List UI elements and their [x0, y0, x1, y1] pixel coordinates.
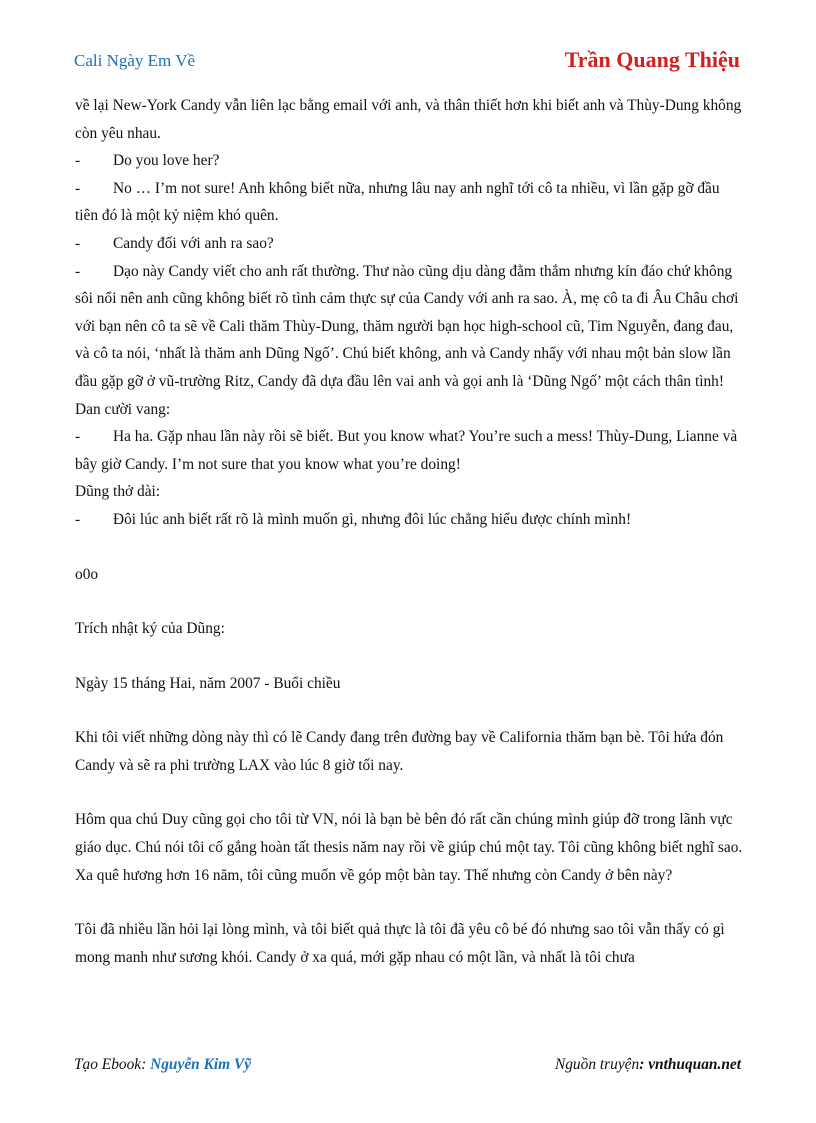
- diary-date: Ngày 15 tháng Hai, năm 2007 - Buổi chiều: [75, 674, 341, 692]
- ebook-label: Tạo Ebook: [74, 1056, 142, 1073]
- dialogue-line: [75, 175, 743, 230]
- source-site: vnthuquan.net: [648, 1056, 741, 1073]
- paragraph: Hôm qua chú Duy cũng gọi cho tôi từ VN, nói là bạn bè bên đó rất cần chúng mình giúp đỡ trong lãnh vực giáo dục. Chú nói tôi cố gắng hoàn tất thesis năm nay rồi về giúp chú một tay. Tôi cũng không biết nghĩ sao. Xa quê hương hơn 16 năm, tôi cũng muốn về góp một bàn tay. Thế nhưng còn Candy ở bên này?: [75, 811, 743, 884]
- dialogue-text: Dạo này Candy viết cho anh rất thường. Thư nào cũng dịu dàng đằm thắm nhưng kín đáo chứ không sôi nổi nên anh cũng không biết rõ tình cảm thực sự của Candy với anh ra sao. À, mẹ cô ta đi Âu Châu chơi với bạn nên cô ta sẽ về Cali thăm Thùy-Dung, thăm người bạn học high-school cũ, Tim Nguyễn, đang đau, và cô ta nói, ‘nhất là thăm anh Dũng Ngố’. Chú biết không, anh và Candy nhẩy với nhau một bản slow lần đầu gặp gỡ ở vũ-trường Ritz, Candy đã dựa đầu lên vai anh và gọi anh là ‘Dũng Ngố’ một cách thân tình!: [75, 262, 739, 390]
- dialogue-line: [75, 258, 743, 396]
- paragraph: Dũng thở dài:: [75, 483, 161, 501]
- dialogue-text: Ha ha. Gặp nhau lần này rồi sẽ biết. But you know what? You’re such a mess! Thùy-Dung, Lianne và bây giờ Candy. I’m not sure that you know what you’re doing!: [75, 428, 738, 473]
- section-separator: o0o: [75, 565, 99, 583]
- paragraph: Tôi đã nhiều lần hỏi lại lòng mình, và tôi biết quả thực là tôi đã yêu cô bé đó nhưng sao tôi vẫn thấy có gì mong manh như sương khói. Candy ở xa quá, mới gặp nhau có một lần, và nhất là tôi chưa: [75, 921, 725, 966]
- dialogue-text: Do you love her?: [113, 152, 220, 170]
- diary-heading: Trích nhật ký của Dũng:: [75, 620, 225, 638]
- dialogue-line: [75, 423, 743, 478]
- ebook-credit: [74, 1056, 251, 1074]
- page-body: [75, 92, 743, 971]
- book-title: Cali Ngày Em Về: [74, 51, 196, 70]
- dash-mark: -: [75, 510, 81, 528]
- dash-mark: -: [75, 234, 81, 252]
- source-colon: :: [639, 1056, 645, 1073]
- ebook-colon: :: [141, 1056, 147, 1073]
- dialogue-text: Đôi lúc anh biết rất rõ là mình muốn gì, nhưng đôi lúc chẳng hiểu được chính mình!: [113, 510, 632, 528]
- dash-mark: -: [75, 262, 81, 280]
- dash-mark: -: [75, 428, 81, 446]
- paragraph: Dan cười vang:: [75, 400, 171, 418]
- ebook-creator: Nguyễn Kim Vỹ: [150, 1056, 252, 1073]
- dialogue-line: [75, 506, 743, 534]
- paragraph: Khi tôi viết những dòng này thì có lẽ Candy đang trên đường bay về California thăm bạn bè. Tôi hứa đón Candy và sẽ ra phi trường LAX vào lúc 8 giờ tối nay.: [75, 729, 724, 774]
- dialogue-line: [75, 230, 743, 258]
- dialogue-text: Candy đối với anh ra sao?: [113, 234, 274, 252]
- source-label: Nguồn truyện: [554, 1056, 640, 1073]
- dash-mark: -: [75, 179, 81, 197]
- author-name: Trần Quang Thiệu: [564, 47, 740, 72]
- dialogue-line: [75, 147, 743, 175]
- dialogue-text: No … I’m not sure! Anh không biết nữa, nhưng lâu nay anh nghĩ tới cô ta nhiều, vì lần gặp gỡ đầu tiên đó là một kỷ niệm khó quên.: [75, 179, 720, 225]
- paragraph: về lại New-York Candy vẫn liên lạc bằng email với anh, và thân thiết hơn khi biết anh và Thùy-Dung không còn yêu nhau.: [75, 97, 742, 142]
- dash-mark: -: [75, 152, 81, 170]
- source-credit: [555, 1056, 741, 1074]
